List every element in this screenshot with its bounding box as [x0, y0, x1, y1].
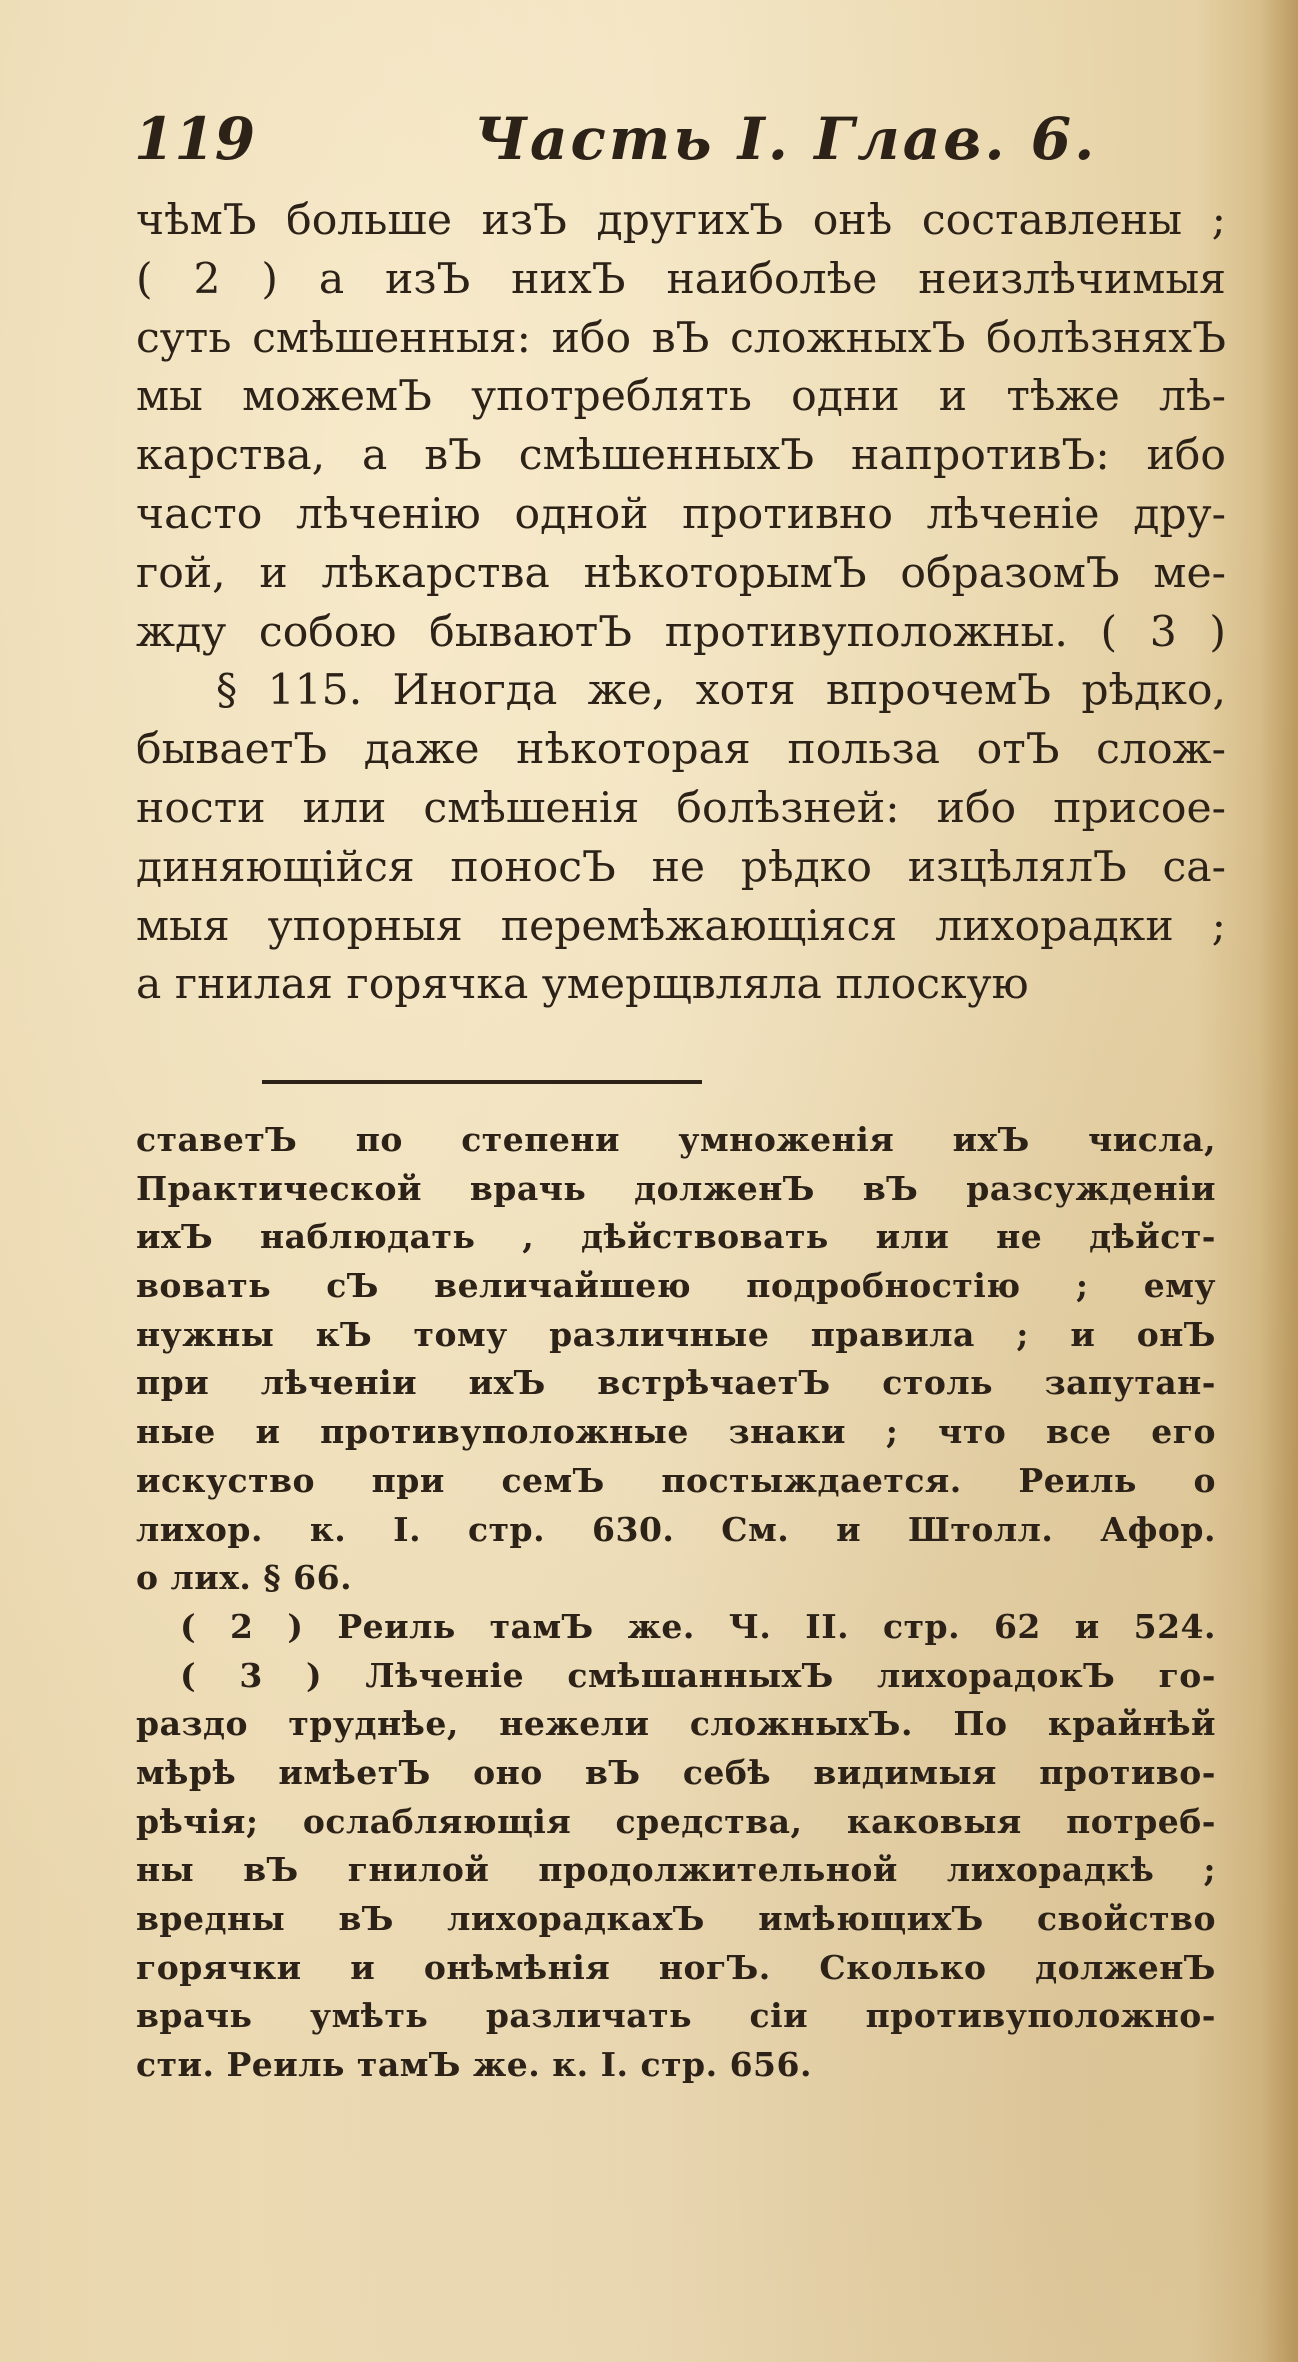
- footnotes-block: [136, 1116, 1216, 2090]
- footnote-line: вредны вЪ лихорадкахЪ имѣющихЪ свойство: [136, 1899, 1216, 1938]
- main-text-line: карства, а вЪ смѣшенныхЪ напротивЪ: ибо: [136, 431, 1226, 481]
- footnote-line: нужны кЪ тому различные правила ; и онЪ: [136, 1314, 1216, 1354]
- main-text-line: мыя упорныя перемѣжающіяся лихорадки ;: [136, 901, 1226, 951]
- main-text-line: диняющійся поносЪ не рѣдко изцѣлялЪ са-: [136, 842, 1226, 892]
- main-text-line: ности или смѣшенія болѣзней: ибо присое-: [136, 783, 1226, 833]
- footnote-line: горячки и онѣмѣнія ногЪ. Сколько долженЪ: [136, 1947, 1216, 1987]
- footnote-line: вовать сЪ величайшею подробностію ; ему: [136, 1266, 1216, 1306]
- page-edge-shadow: [1260, 0, 1298, 2362]
- main-text-line: бываетЪ даже нѣкоторая польза отЪ слож-: [136, 725, 1226, 775]
- main-text-line: § 115. Иногда же, хотя впрочемЪ рѣдко,: [216, 666, 1226, 716]
- footnote-line: сти. Реиль тамЪ же. к. I. стр. 656.: [136, 2045, 812, 2085]
- footnote-line: рѣчія; ослабляющія средства, каковыя потреб-: [136, 1801, 1216, 1841]
- main-text-line: чѣмЪ больше изЪ другихЪ онѣ составлены ;: [136, 196, 1226, 245]
- footnote-divider: [262, 1080, 702, 1084]
- main-text-line: мы можемЪ употреблять одни и тѣже лѣ-: [136, 372, 1226, 422]
- footnote-line: мѣрѣ имѣетЪ оно вЪ себѣ видимыя противо-: [136, 1752, 1216, 1792]
- main-text-line: жду собою бываютЪ противуположны. ( 3 ): [136, 607, 1226, 657]
- main-text-line: часто лѣченію одной противно лѣченіе дру-: [136, 489, 1226, 539]
- footnote-line: лихор. к. I. стр. 630. См. и Штолл. Афор.: [136, 1509, 1216, 1549]
- page-header: [134, 104, 1144, 174]
- footnote-line: о лих. § 66.: [136, 1558, 353, 1598]
- main-text-line: ( 2 ) а изЪ нихЪ наиболѣе неизлѣчимыя: [136, 254, 1226, 304]
- footnote-line: при лѣченіи ихЪ встрѣчаетЪ столь запутан-: [136, 1363, 1216, 1403]
- footnote-line: ихЪ наблюдать , дѣйствовать или не дѣйст-: [136, 1217, 1216, 1257]
- running-head: Часть I. Глав. 6.: [474, 105, 1098, 173]
- footnote-line: ( 2 ) Реиль тамЪ же. Ч. II. стр. 62 и 524.: [180, 1606, 1216, 1646]
- footnote-line: ные и противуположные знаки ; что все его: [136, 1412, 1216, 1452]
- footnote-line: Практической врачь долженЪ вЪ разсужденіи: [136, 1168, 1216, 1208]
- main-text-block: [136, 192, 1226, 1015]
- main-text-line: а гнилая горячка умерщвляла плоскую: [136, 960, 1029, 1010]
- footnote-line: ны вЪ гнилой продолжительной лихорадкѣ ;: [136, 1850, 1216, 1890]
- footnote-line: врачь умѣть различать сіи противуположно-: [136, 1996, 1216, 2036]
- footnote-line: раздо труднѣе, нежели сложныхЪ. По крайнѣй: [136, 1704, 1216, 1744]
- footnote-line: ставетЪ по степени умноженія ихЪ числа,: [136, 1120, 1216, 1159]
- footnote-line: искуство при семЪ постыждается. Реиль о: [136, 1460, 1216, 1500]
- footnote-line: ( 3 ) Лѣченіе смѣшанныхЪ лихорадокЪ го-: [180, 1655, 1216, 1695]
- main-text-line: гой, и лѣкарства нѣкоторымЪ образомЪ ме-: [136, 548, 1226, 598]
- main-text-line: суть смѣшенныя: ибо вЪ сложныхЪ болѣзняхЪ: [136, 313, 1226, 363]
- page-number: 119: [134, 105, 256, 173]
